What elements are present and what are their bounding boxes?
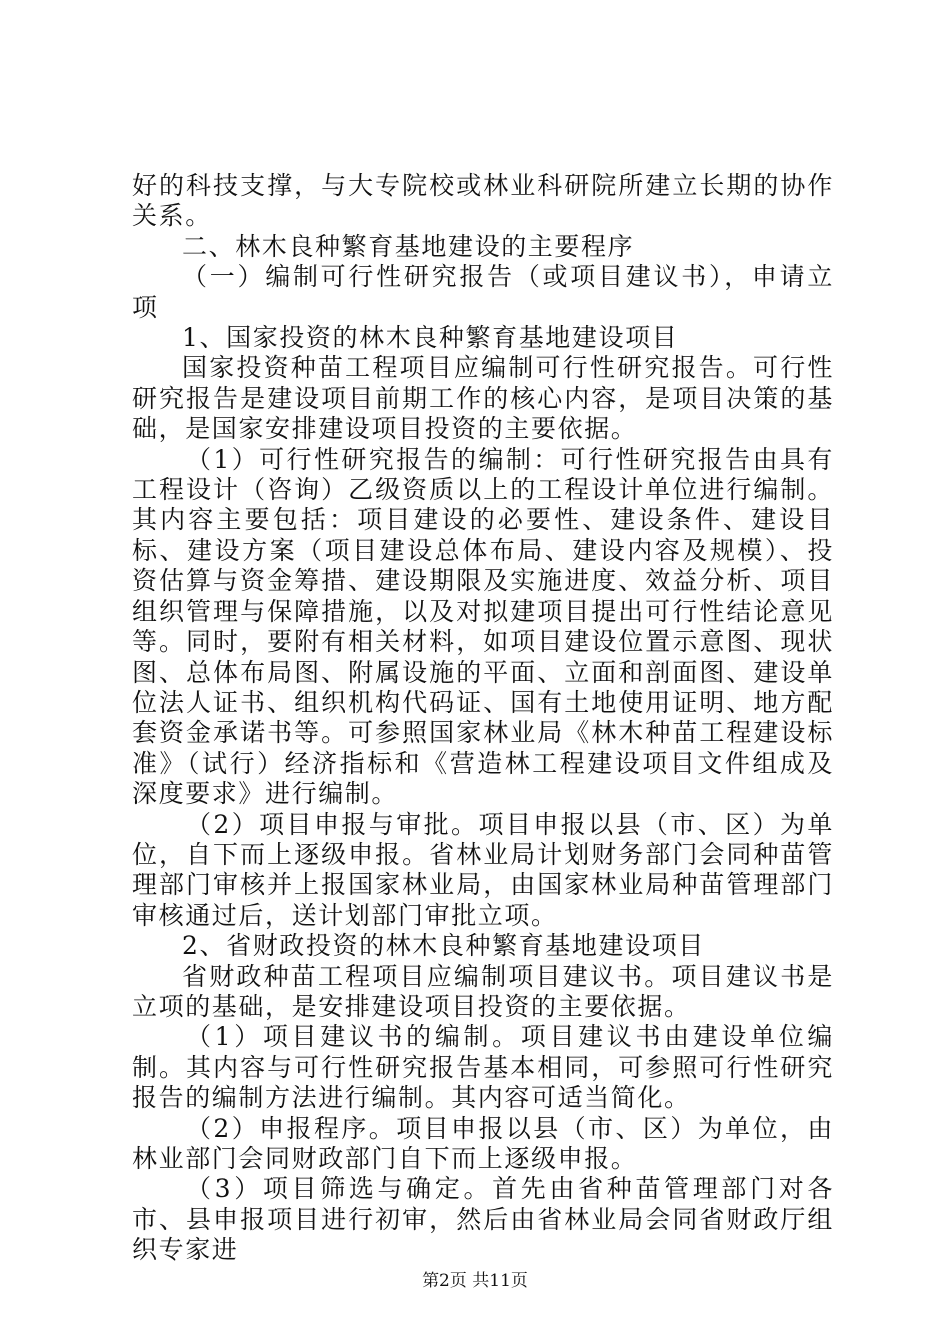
body-text: [132, 171, 834, 1266]
paragraph-2: 国家投资种苗工程项目应编制可行性研究报告。可行性研究报告是建设项目前期工作的核心内容，是项目决策的基础，是国家安排建设项目投资的主要依据。: [132, 353, 834, 444]
paragraph-1: 好的科技支撑，与大专院校或林业科研院所建立长期的协作关系。: [132, 171, 834, 231]
paragraph-8: （3）项目筛选与确定。首先由省种苗管理部门对各市、县申报项目进行初审，然后由省林业局会同省财政厅组织专家进: [132, 1174, 834, 1265]
paragraph-7: （2）申报程序。项目申报以县（市、区）为单位，由林业部门会同财政部门自下而上逐级申报。: [132, 1113, 834, 1173]
paragraph-5: 省财政种苗工程项目应编制项目建议书。项目建议书是立项的基础，是安排建设项目投资的主要依据。: [132, 961, 834, 1021]
subsection-heading: （一）编制可行性研究报告（或项目建议书），申请立项: [132, 262, 834, 322]
item-heading-2: 2、省财政投资的林木良种繁育基地建设项目: [182, 931, 705, 961]
paragraph-4: （2）项目申报与审批。项目申报以县（市、区）为单位，自下而上逐级申报。省林业局计划财务部门会同种苗管理部门审核并上报国家林业局，由国家林业局种苗管理部门审核通过后，送计划部门审批立项。: [132, 809, 834, 930]
page-number-footer: 第2页 共11页: [422, 1271, 528, 1291]
section-heading: 二、林木良种繁育基地建设的主要程序: [182, 231, 635, 261]
paragraph-6: （1）项目建议书的编制。项目建议书由建设单位编制。其内容与可行性研究报告基本相同，可参照可行性研究报告的编制方法进行编制。其内容可适当简化。: [132, 1022, 834, 1113]
paragraph-3: （1）可行性研究报告的编制：可行性研究报告由具有工程设计（咨询）乙级资质以上的工程设计单位进行编制。其内容主要包括：项目建设的必要性、建设条件、建设目标、建设方案（项目建设总体布局、建设内容及规模）、投资估算与资金筹措、建设期限及实施进度、效益分析、项目组织管理与保障措施，以及对拟建项目提出可行性结论意见等。同时，要附有相关材料，如项目建设位置示意图、现状图、总体布局图、附属设施的平面、立面和剖面图、建设单位法人证书、组织机构代码证、国有土地使用证明、地方配套资金承诺书等。可参照国家林业局《林木种苗工程建设标准》（试行）经济指标和《营造林工程建设项目文件组成及深度要求》进行编制。: [132, 444, 834, 809]
item-heading-1: 1、国家投资的林木良种繁育基地建设项目: [182, 323, 679, 353]
